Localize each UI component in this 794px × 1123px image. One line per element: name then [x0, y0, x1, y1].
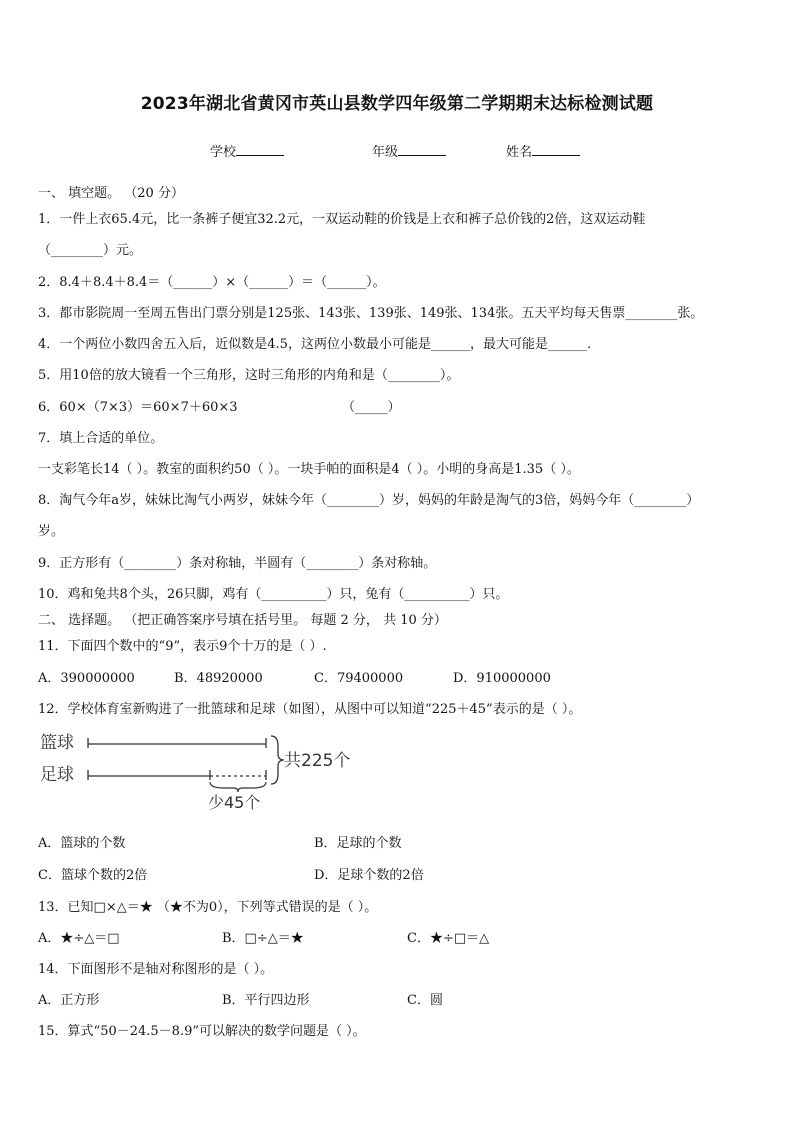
grade-blank[interactable] [398, 143, 446, 156]
question-12-option-a[interactable]: A．篮球的个数 [38, 836, 126, 851]
question-6-answer-blank: （_____） [342, 400, 401, 415]
football-label: 足球 [40, 765, 74, 785]
question-14-option-a[interactable]: A．正方形 [38, 993, 100, 1008]
question-1-line-1: 1．一件上衣65.4元，比一条裤子便宜32.2元，一双运动鞋的价钱是上衣和裤子总价钱的2倍，这双运动鞋 [38, 212, 646, 227]
question-5: 5．用10倍的放大镜看一个三角形，这时三角形的内角和是（________）。 [38, 368, 460, 383]
question-4: 4．一个两位小数四舍五入后，近似数是4.5，这两位小数最小可能是______，最大可能是______. [38, 337, 592, 352]
question-14-option-b[interactable]: B．平行四边形 [222, 993, 310, 1008]
page-title: 2023年湖北省黄冈市英山县数学四年级第二学期期末达标检测试题 [140, 94, 654, 114]
question-13: 13．已知□×△＝★ （★不为0），下列等式错误的是（ ）。 [38, 900, 378, 915]
question-13-option-a[interactable]: A．★÷△＝□ [38, 931, 120, 946]
section-1-heading: 一、 填空题。 （20 分） [38, 186, 184, 201]
question-14: 14．下面图形不是轴对称图形的是（ ）。 [38, 962, 274, 977]
question-11-option-b[interactable]: B．48920000 [174, 671, 263, 686]
basketball-label: 篮球 [40, 733, 74, 753]
question-3: 3．都市影院周一至周五售出门票分别是125张、143张、139张、149张、134张。五天平均每天售票________张。 [38, 306, 704, 321]
question-8-line-2: 岁。 [38, 524, 65, 539]
question-13-option-b[interactable]: B．□÷△＝★ [222, 931, 304, 946]
question-11-option-a[interactable]: A．390000000 [38, 671, 135, 686]
question-1-line-2: （________）元。 [38, 243, 143, 258]
question-2: 2．8.4＋8.4＋8.4＝（______）×（______）＝（______）。 [38, 275, 386, 290]
question-11: 11．下面四个数中的“9”，表示9个十万的是（ ）. [38, 639, 327, 654]
question-12-option-b[interactable]: B．足球的个数 [314, 836, 402, 851]
total-brace [271, 736, 284, 784]
question-10: 10．鸡和兔共8个头，26只脚，鸡有（__________）只，兔有（__________）只。 [38, 587, 509, 602]
ball-diagram [38, 728, 368, 818]
question-14-option-c[interactable]: C．圆 [407, 993, 443, 1008]
question-13-option-c[interactable]: C．★÷□＝△ [407, 931, 490, 946]
question-12-option-d[interactable]: D．足球个数的2倍 [314, 868, 424, 883]
grade-label: 年级 [372, 145, 399, 160]
question-8-line-1: 8．淘气今年a岁，妹妹比淘气小两岁，妹妹今年（________）岁，妈妈的年龄是淘气的3倍，妈妈今年（________） [38, 493, 700, 508]
total-label: 共225个 [284, 751, 351, 771]
name-label: 姓名 [506, 145, 533, 160]
section-2-heading: 二、 选择题。 （把正确答案序号填在括号里。 每题 2 分， 共 10 分） [38, 613, 447, 628]
school-label: 学校 [210, 145, 237, 160]
name-field [506, 141, 580, 160]
question-6: 6．60×（7×3）＝60×7＋60×3 [38, 400, 238, 415]
question-15: 15．算式“50－24.5－8.9”可以解决的数学问题是（ ）。 [38, 1024, 366, 1039]
question-7-units: 一支彩笔长14（ ）。教室的面积约50（ ）。一块手帕的面积是4（ ）。小明的身高是1.35（ ）。 [38, 462, 580, 477]
question-9: 9．正方形有（________）条对称轴，半圆有（________）条对称轴。 [38, 556, 437, 571]
school-blank[interactable] [236, 143, 284, 156]
question-12: 12．学校体育室新购进了一批篮球和足球（如图），从图中可以知道“225＋45”表示的是（ ）。 [38, 702, 582, 717]
school-field [210, 141, 284, 160]
question-11-option-d[interactable]: D．910000000 [453, 671, 551, 686]
question-12-option-c[interactable]: C．篮球个数的2倍 [38, 868, 148, 883]
grade-field [372, 141, 446, 160]
name-blank[interactable] [532, 143, 580, 156]
difference-label: 少45个 [208, 793, 261, 812]
difference-brace [210, 782, 266, 792]
question-11-option-c[interactable]: C．79400000 [314, 671, 404, 686]
question-7: 7．填上合适的单位。 [38, 431, 164, 446]
